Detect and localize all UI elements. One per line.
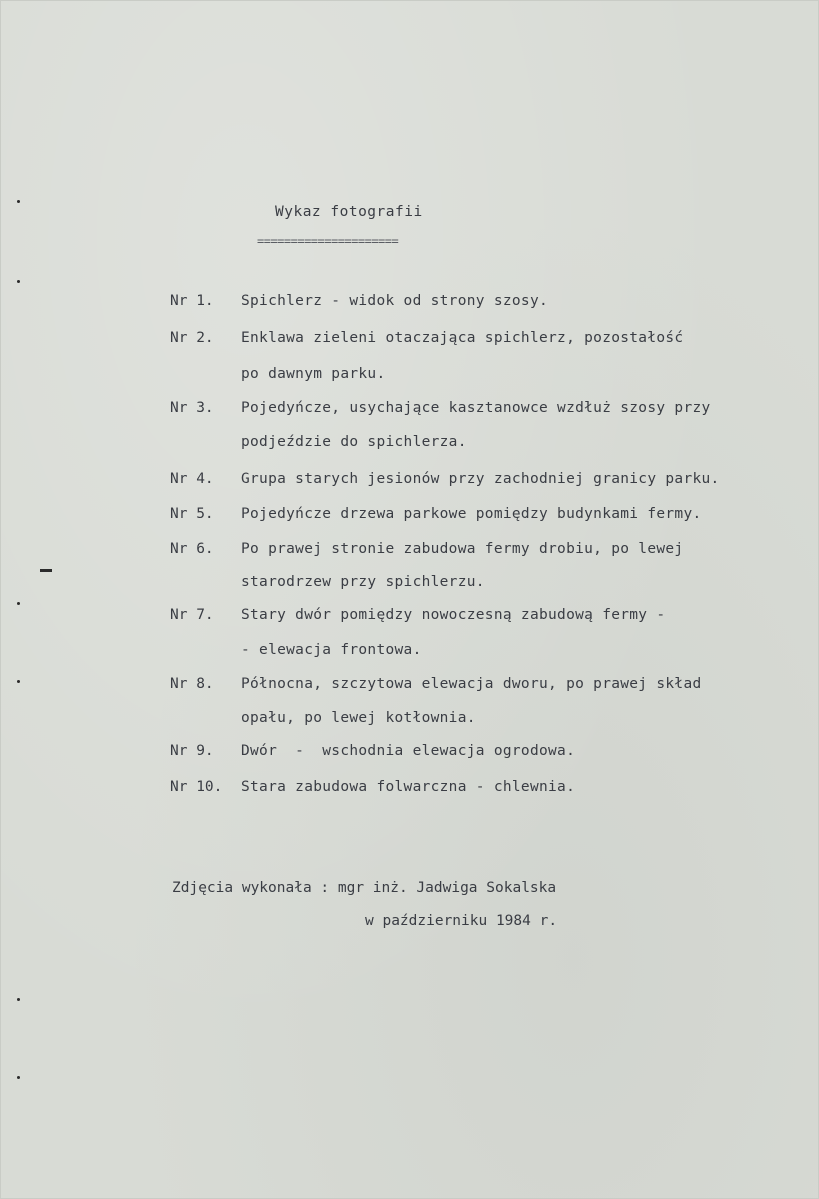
item-text-continued: podjeździe do spichlerza.	[241, 434, 467, 450]
item-text-continued: - elewacja frontowa.	[241, 642, 422, 658]
item-number: Nr 1.	[170, 293, 214, 309]
item-text-continued: starodrzew przy spichlerzu.	[241, 574, 485, 590]
item-number: Nr 2.	[170, 330, 214, 346]
item-text-continued: opału, po lewej kotłownia.	[241, 710, 476, 726]
item-text: Północna, szczytowa elewacja dworu, po prawej skład	[241, 676, 702, 692]
photo-credit: Zdjęcia wykonała : mgr inż. Jadwiga Sokalska	[172, 880, 557, 896]
title-underline: =====================	[257, 234, 399, 248]
item-text: Stary dwór pomiędzy nowoczesną zabudową fermy -	[241, 607, 666, 623]
margin-mark	[17, 998, 20, 1001]
item-text: Po prawej stronie zabudowa fermy drobiu, po lewej	[241, 541, 684, 557]
item-number: Nr 5.	[170, 506, 214, 522]
item-text: Stara zabudowa folwarczna - chlewnia.	[241, 779, 576, 795]
item-number: Nr 8.	[170, 676, 214, 692]
item-text: Enklawa zieleni otaczająca spichlerz, pozostałość	[241, 330, 684, 346]
page-title: Wykaz fotografii	[275, 204, 423, 220]
margin-mark	[40, 569, 52, 572]
item-number: Nr 6.	[170, 541, 214, 557]
margin-mark	[17, 680, 20, 683]
item-text: Pojedyńcze, usychające kasztanowce wzdłuż szosy przy	[241, 400, 711, 416]
item-number: Nr 7.	[170, 607, 214, 623]
item-text: Spichlerz - widok od strony szosy.	[241, 293, 549, 309]
margin-mark	[17, 280, 20, 283]
margin-mark	[17, 602, 20, 605]
item-text: Dwór - wschodnia elewacja ogrodowa.	[241, 743, 576, 759]
item-number: Nr 4.	[170, 471, 214, 487]
item-number: Nr 10.	[170, 779, 223, 795]
photo-date: w październiku 1984 r.	[365, 913, 558, 929]
item-number: Nr 9.	[170, 743, 214, 759]
margin-mark	[17, 200, 20, 203]
item-number: Nr 3.	[170, 400, 214, 416]
margin-mark	[17, 1076, 20, 1079]
item-text-continued: po dawnym parku.	[241, 366, 386, 382]
item-text: Pojedyńcze drzewa parkowe pomiędzy budynkami fermy.	[241, 506, 702, 522]
item-text: Grupa starych jesionów przy zachodniej granicy parku.	[241, 471, 720, 487]
